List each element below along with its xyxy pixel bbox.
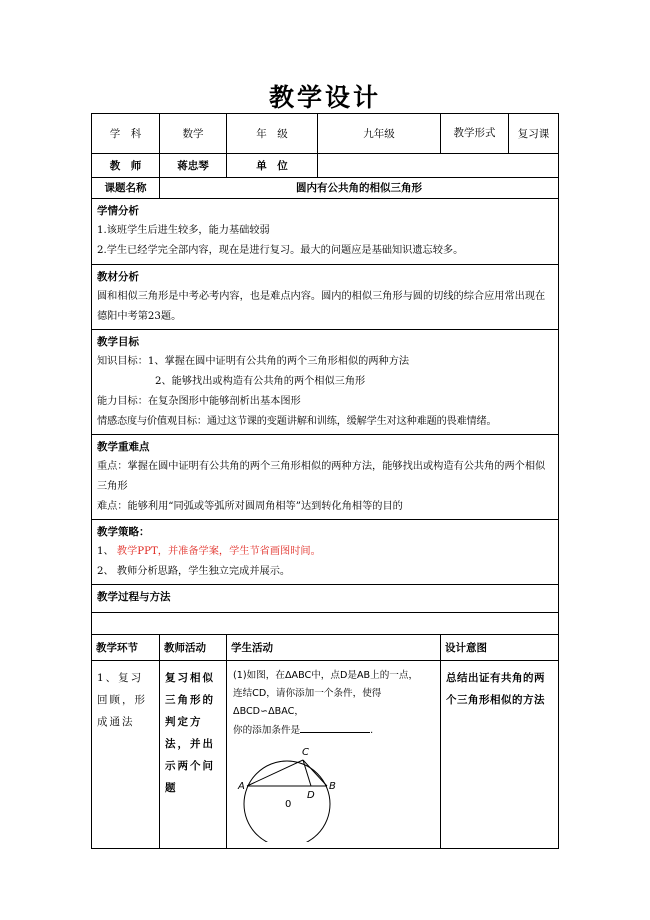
problem-line-3-text: 你的添加条件是 xyxy=(233,725,301,736)
subject-label: 学 科 xyxy=(92,114,160,154)
key-point-text: 重点：掌握在圆中证明有公共角的两个三角形相似的两种方法，能够找出或构造有公共角的两个相似三角形 xyxy=(97,461,546,492)
col-intent: 设计意图 xyxy=(441,635,559,661)
teacher-value: 蒋忠琴 xyxy=(160,154,227,178)
student-analysis-line: 1.该班学生后进生较多，能力基础较弱 xyxy=(97,225,270,236)
material-analysis-text: 圆和相似三角形是中考必考内容，也是难点内容。圆内的相似三角形与圆的切线的综合应用常出现在德阳中考第23题。 xyxy=(97,291,546,322)
strategy-line-1-red: 教学PPT，并准备学案，学生节省画图时间。 xyxy=(116,546,321,557)
info-row-2 xyxy=(92,154,559,178)
material-analysis-heading: 教材分析 xyxy=(97,271,139,283)
grade-label: 年 级 xyxy=(227,114,318,154)
key-points-heading: 教学重难点 xyxy=(97,441,150,453)
difficult-point-text: 难点：能够利用“同弧或等弧所对圆周角相等”达到转化角相等的目的 xyxy=(97,501,403,512)
label-b: B xyxy=(329,781,336,792)
answer-blank[interactable] xyxy=(300,721,370,733)
process-heading: 教学过程与方法 xyxy=(97,591,171,603)
strategy-line-1 xyxy=(97,542,553,562)
segment-ac xyxy=(247,760,303,786)
ability-goal: 能力目标：在复杂图形中能够剖析出基本图形 xyxy=(97,396,301,407)
strategy-line-2: 2、 教师分析思路，学生独立完成并展示。 xyxy=(97,566,291,577)
process-row xyxy=(92,661,559,849)
goals-heading: 教学目标 xyxy=(97,336,139,348)
student-analysis-section xyxy=(92,199,559,265)
topic-label: 课题名称 xyxy=(92,178,160,199)
strategy-line-1-prefix: 1、 xyxy=(97,546,114,557)
strategy-heading: 教学策略： xyxy=(97,526,150,538)
problem-line-3 xyxy=(233,721,434,740)
unit-value xyxy=(318,154,559,178)
subject-value: 数学 xyxy=(160,114,227,154)
topic-row xyxy=(92,178,559,199)
process-spacer-row xyxy=(92,613,559,635)
lesson-plan-table xyxy=(91,113,558,849)
label-c: C xyxy=(302,747,309,758)
label-o: 0 xyxy=(285,799,292,810)
goals-section xyxy=(92,330,559,435)
emotion-goal: 情感态度与价值观目标：通过这节课的变题讲解和训练，缓解学生对这种难题的畏难情绪。 xyxy=(97,416,497,427)
topic-value: 圆内有公共角的相似三角形 xyxy=(160,178,559,199)
unit-label: 单 位 xyxy=(227,154,318,178)
strategy-section xyxy=(92,520,559,585)
process-heading-row xyxy=(92,585,559,613)
teacher-activity-text: 复习相似三角形的判定方法，并出示两个问题 xyxy=(165,672,215,794)
circle-figure xyxy=(235,742,355,842)
intent-text: 总结出证有共角的两个三角形相似的方法 xyxy=(446,672,545,706)
teacher-label: 教 师 xyxy=(92,154,160,178)
label-d: D xyxy=(307,790,315,801)
stage-text: 1、复习回顾，形成通法 xyxy=(97,672,147,728)
student-analysis-heading: 学情分析 xyxy=(97,205,139,217)
col-student: 学生活动 xyxy=(227,635,441,661)
knowledge-goal-1: 知识目标：1、掌握在圆中证明有公共角的两个三角形相似的两种方法 xyxy=(97,356,410,367)
problem-line-2: 连结CD，请你添加一个条件，使得ΔBCD∽ΔBAC， xyxy=(233,688,382,717)
form-value: 复习课 xyxy=(509,114,559,154)
info-row-1 xyxy=(92,114,559,154)
student-analysis-line: 2.学生已经学完全部内容，现在是进行复习。最大的问题应是基础知识遗忘较多。 xyxy=(97,245,464,256)
key-points-section xyxy=(92,435,559,520)
col-teacher: 教师活动 xyxy=(160,635,227,661)
doc-title: 教学设计 xyxy=(268,83,381,112)
process-header-row xyxy=(92,635,559,661)
material-analysis-section xyxy=(92,265,559,330)
problem-end: . xyxy=(370,725,374,736)
knowledge-goal-2: 2、能够找出或构造有公共角的两个相似三角形 xyxy=(155,376,366,387)
col-stage: 教学环节 xyxy=(92,635,160,661)
form-label: 教学形式 xyxy=(441,114,509,154)
problem-line-1: (1)如图，在ΔABC中，点D是AB上的一点， xyxy=(233,670,419,681)
label-a: A xyxy=(238,781,245,792)
grade-value: 九年级 xyxy=(318,114,441,154)
